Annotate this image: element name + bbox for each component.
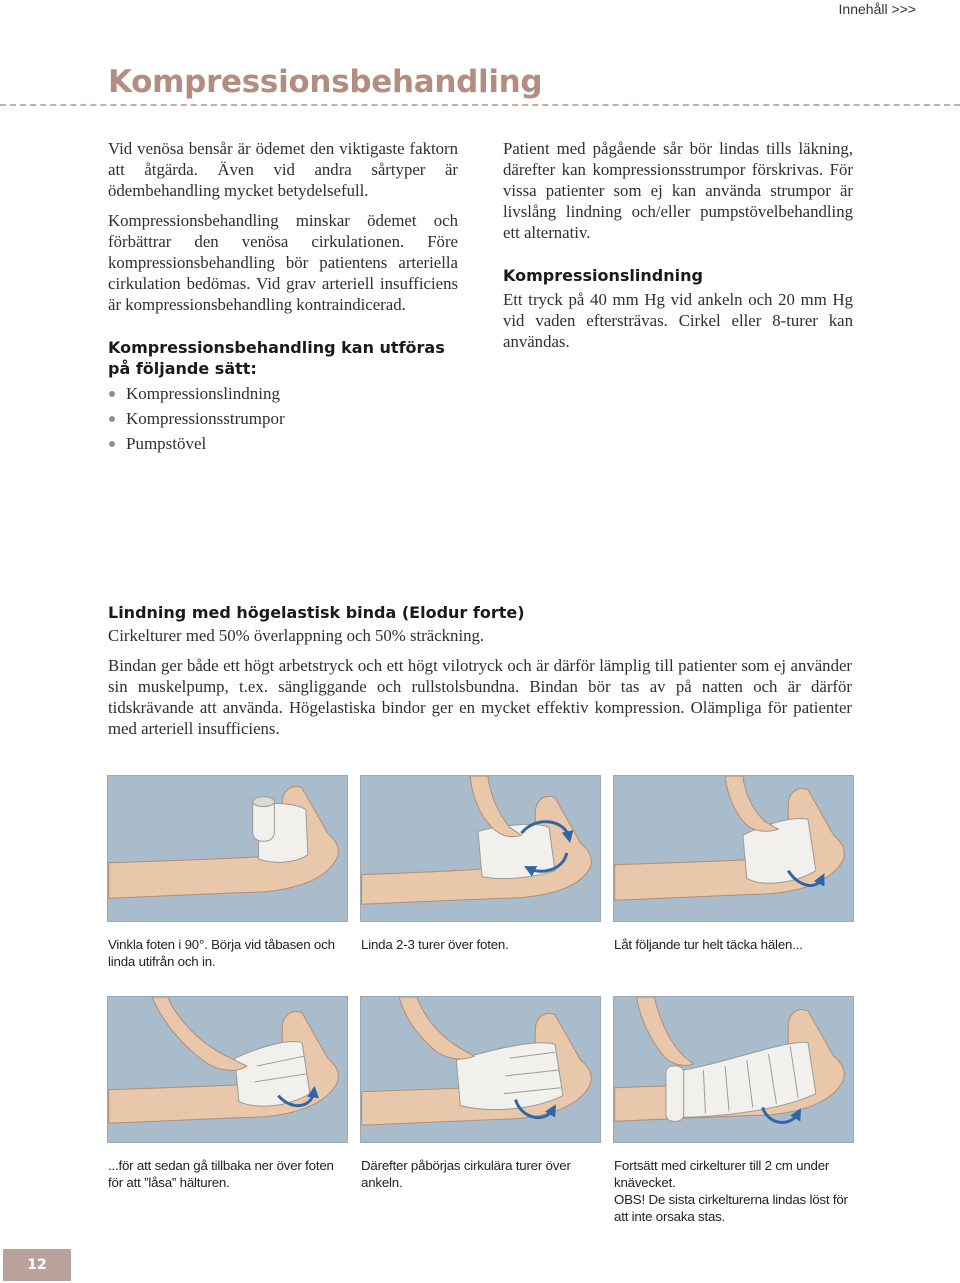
step-figure-5 (360, 996, 601, 1191)
step-caption: Linda 2-3 turer över foten. (361, 937, 509, 952)
bandage-paragraph: Bindan ger både ett högt arbetstryck och ett högt vilotryck och är därför lämplig till patienter som ej använder sin muskelpump, t.ex. sängliggande och rullstolsbundna. Bindan bör tas av på natten och är därför tidskrävande att använda. Högelastiska bindor ger en mycket effektiv kompression. Olämpliga för patienter med arteriell insufficiens. (108, 656, 852, 738)
left-column (108, 138, 458, 456)
intro-paragraph-1: Vid venösa bensår är ödemet den viktigaste faktorn att åtgärda. Även vid andra sårtyper är ödembehandling mycket betydelsefull. (108, 139, 458, 200)
list-item-label: Pumpstövel (126, 434, 207, 453)
list-item-label: Kompressionsstrumpor (126, 409, 285, 428)
step-figure-6 (613, 996, 854, 1225)
step-note: OBS! De sista cirkelturerna lindas löst för att inte orsaka stas. (614, 1192, 848, 1224)
right-paragraph-1: Patient med pågående sår bör lindas tills läkning, därefter kan kompressionsstrumpor förskrivas. För vissa patienter som ej kan använda strumpor är livslång lindning och/eller pumpstövelbehandling ett alternativ. (503, 139, 853, 242)
list-item-label: Kompressionslindning (126, 384, 280, 403)
leg-bandage-illustration (613, 775, 854, 922)
page-title: Kompressionsbehandling (108, 64, 543, 100)
page-number: 12 (3, 1249, 71, 1281)
leg-bandage-illustration (107, 775, 348, 922)
leg-bandage-illustration (613, 996, 854, 1143)
leg-bandage-illustration (107, 996, 348, 1143)
step-caption: Låt följande tur helt täcka hälen... (614, 937, 803, 952)
step-figure-1 (107, 775, 348, 970)
leg-bandage-illustration (360, 775, 601, 922)
list-item (108, 381, 458, 406)
step-figure-4 (107, 996, 348, 1191)
contents-link[interactable]: Innehåll >>> (838, 1, 916, 17)
step-figure-2 (360, 775, 601, 953)
methods-heading: Kompressionsbehandling kan utföras på följande sätt: (108, 338, 445, 378)
right-paragraph-2: Ett tryck på 40 mm Hg vid ankeln och 20 mm Hg vid vaden eftersträvas. Cirkel eller 8-turer kan användas. (503, 290, 853, 351)
bullet-icon (109, 441, 115, 447)
bandage-section (108, 602, 852, 739)
step-caption: Därefter påbörjas cirkulära turer över ankeln. (361, 1158, 571, 1190)
step-caption: Fortsätt med cirkelturer till 2 cm under knävecket. (614, 1158, 830, 1190)
list-item (108, 431, 458, 456)
right-column (503, 138, 853, 352)
bandage-subline: Cirkelturer med 50% överlappning och 50% sträckning. (108, 626, 485, 645)
bandaging-steps (107, 775, 854, 1225)
methods-list (108, 381, 458, 456)
leg-bandage-illustration (360, 996, 601, 1143)
bullet-icon (109, 416, 115, 422)
step-figure-3 (613, 775, 854, 953)
bandage-heading: Lindning med högelastisk binda (Elodur forte) (108, 603, 525, 622)
bullet-icon (109, 391, 115, 397)
compression-bandaging-heading: Kompressionslindning (503, 266, 703, 285)
step-caption: ...för att sedan gå tillbaka ner över foten för att ”låsa” hälturen. (108, 1158, 334, 1190)
intro-paragraph-2: Kompressionsbehandling minskar ödemet och förbättrar den venösa cirkulationen. Före kompressionsbehandling bör patientens arteriella cirkulation bedömas. Vid grav arteriell insufficiens är kompressionsbehandling kontraindicerad. (108, 211, 458, 314)
title-divider (0, 104, 960, 106)
list-item (108, 406, 458, 431)
step-caption: Vinkla foten i 90°. Börja vid tåbasen och linda utifrån och in. (108, 937, 335, 969)
